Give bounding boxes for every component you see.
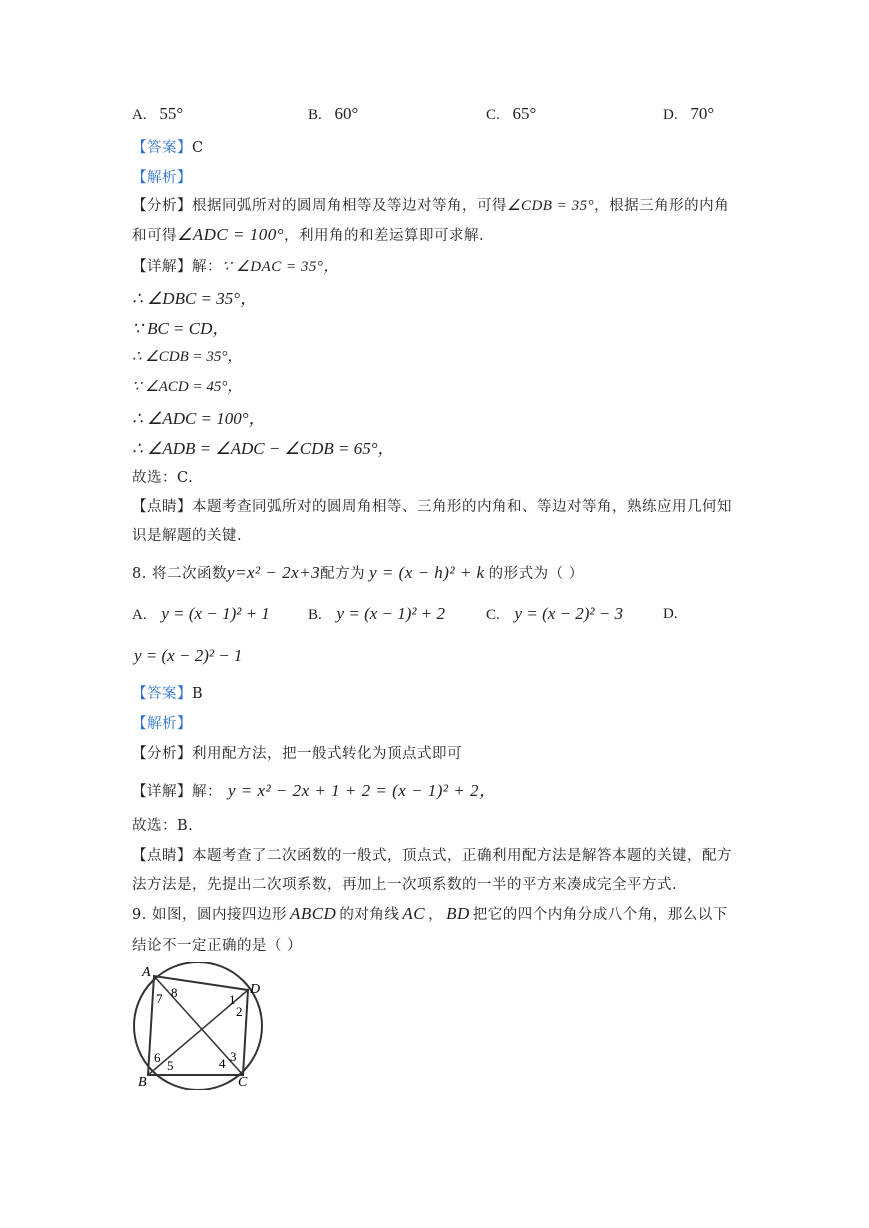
answer-value: C <box>192 140 204 156</box>
answer-value: B <box>192 686 204 702</box>
q7-step-5: ∵ ∠ACD = 45°， <box>132 379 243 395</box>
fenxi-text: ，利用角的和差运算即可求解. <box>284 228 485 244</box>
fenxi-math: ∠ADC = 100° <box>177 225 285 244</box>
stem-text: 8. 将二次函数 <box>132 566 227 582</box>
q7-option-a <box>132 104 183 124</box>
option-value: y = (x − 1)² + 1 <box>161 604 270 623</box>
fenxi-math: ∠CDB = 35° <box>507 198 595 214</box>
option-value: 70° <box>690 104 715 123</box>
stem-text: 的形式为（ ） <box>488 566 584 582</box>
q8-option-b <box>308 604 445 624</box>
angle-label-7: 7 <box>156 991 163 1006</box>
q7-option-d <box>663 104 714 124</box>
angle-label-8: 8 <box>171 985 178 1000</box>
q7-option-b <box>308 104 358 124</box>
q7-step-2: ∴ ∠DBC = 35°， <box>132 289 258 308</box>
fenxi-text: 【分析】根据同弧所对的圆周角相等及等边对等角，可得 <box>132 198 507 214</box>
angle-label-5: 5 <box>167 1058 174 1073</box>
stem-math: AC <box>402 904 426 923</box>
option-label: B. <box>308 107 322 123</box>
angle-label-6: 6 <box>154 1050 161 1065</box>
q8-comment-line1: 【点睛】本题考查了二次函数的一般式，顶点式，正确利用配方法是解答本题的关键，配方 <box>132 848 732 864</box>
option-label: A. <box>132 607 147 623</box>
q7-comment-line2: 识是解题的关键. <box>132 528 243 544</box>
answer-tag: 【答案】 <box>132 686 192 702</box>
stem-text: 配方为 <box>320 566 366 582</box>
vertex-b: B <box>138 1075 147 1090</box>
detail-tag: 【详解】解： <box>132 784 222 800</box>
stem-math: y = (x − h)² + k <box>369 563 485 582</box>
fenxi-text: ，根据三角形的内角 <box>594 198 730 214</box>
q7-analysis-tag: 【解析】 <box>132 170 192 186</box>
option-label: A. <box>132 107 147 123</box>
detail-math: y = x² − 2x + 1 + 2 = (x − 1)² + 2， <box>228 781 497 800</box>
angle-label-2: 2 <box>236 1004 243 1019</box>
q7-fenxi-line1 <box>132 194 729 215</box>
angle-label-4: 4 <box>219 1056 226 1071</box>
option-label: D. <box>663 606 678 622</box>
option-label: C. <box>486 107 500 123</box>
option-label: D. <box>663 107 678 123</box>
q8-comment-line2: 法方法是，先提出二次项系数，再加上一次项系数的一半的平方来凑成完全平方式. <box>132 877 678 893</box>
option-value: 55° <box>159 104 184 123</box>
q8-option-d-label <box>663 604 678 623</box>
option-value: y = (x − 2)² − 3 <box>514 604 623 623</box>
option-label: B. <box>308 607 322 623</box>
vertex-a: A <box>142 965 151 980</box>
option-value: y = (x − 1)² + 2 <box>336 604 445 623</box>
q8-fenxi: 【分析】利用配方法，把一般式转化为顶点式即可 <box>132 746 462 762</box>
vertex-d: D <box>250 982 261 997</box>
q7-step-3: ∵ BC = CD， <box>132 319 230 338</box>
q8-stem <box>132 562 584 583</box>
q7-conclusion: 故选：C. <box>132 470 194 486</box>
q9-stem-line1 <box>132 903 728 924</box>
q8-analysis-tag: 【解析】 <box>132 716 192 732</box>
comment-text: 【点睛】本题考查同弧所对的圆周角相等、三角形的内角和、等边对等角，熟练应用几何知 <box>132 499 732 515</box>
option-value: 65° <box>512 104 537 123</box>
q7-detail-line <box>132 255 339 276</box>
q7-answer <box>132 136 204 157</box>
q7-step-4: ∴ ∠CDB = 35°， <box>132 349 243 365</box>
angle-label-3: 3 <box>230 1049 237 1064</box>
q8-option-c <box>486 604 623 624</box>
stem-text: 把它的四个内角分成八个角，那么以下 <box>472 907 728 923</box>
stem-text: 的对角线 <box>339 907 400 923</box>
stem-text: 9. 如图，圆内接四边形 <box>132 907 287 923</box>
stem-math: y=x² − 2x+3 <box>226 563 321 582</box>
angle-label-1: 1 <box>229 992 236 1007</box>
stem-text: ， <box>428 907 444 923</box>
q9-figure <box>126 962 278 1090</box>
q7-step-6: ∴ ∠ADC = 100°， <box>132 409 266 428</box>
option-value: 60° <box>334 104 359 123</box>
q8-option-d-value: y = (x − 2)² − 1 <box>134 646 243 665</box>
q8-detail <box>132 776 497 801</box>
vertex-c: C <box>238 1075 248 1090</box>
q7-option-c <box>486 104 536 124</box>
q8-answer <box>132 682 203 703</box>
answer-tag: 【答案】 <box>132 140 192 156</box>
stem-math: BD <box>446 904 470 923</box>
option-label: C. <box>486 607 500 623</box>
q7-step-7: ∴ ∠ADB = ∠ADC − ∠CDB = 65°， <box>132 439 395 458</box>
q9-stem-line2: 结论不一定正确的是（ ） <box>132 938 303 954</box>
fenxi-text: 和可得 <box>132 228 177 244</box>
q8-conclusion: 故选：B. <box>132 818 194 834</box>
step: ∵ ∠DAC = 35°， <box>222 259 339 275</box>
stem-math: ABCD <box>289 904 337 923</box>
q8-option-a <box>132 604 270 624</box>
detail-tag: 【详解】解： <box>132 259 222 275</box>
q7-comment-line1 <box>132 495 732 516</box>
q7-fenxi-line2 <box>132 224 484 245</box>
